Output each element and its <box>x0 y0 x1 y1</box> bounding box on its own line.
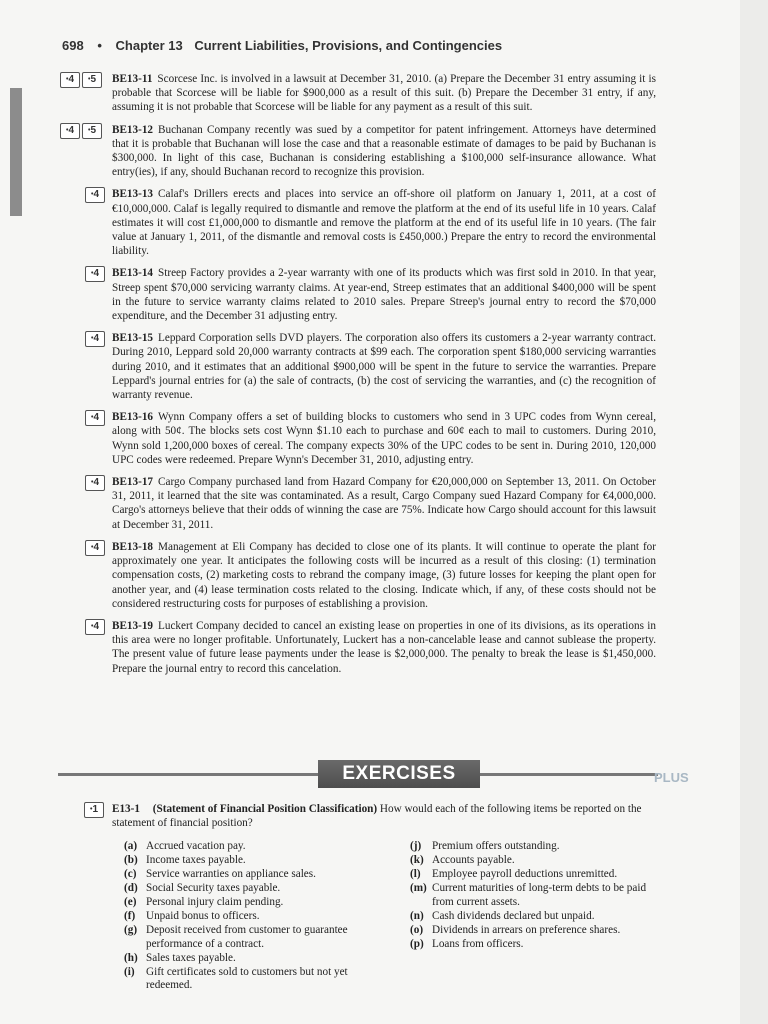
exercise-code: E13-1 <box>112 803 140 815</box>
list-item <box>410 910 658 924</box>
exercise-topic: (Statement of Financial Position Classification) <box>152 803 378 815</box>
objective-badge: •4 <box>85 331 105 347</box>
list-item <box>124 882 396 896</box>
objective-badges <box>85 331 105 347</box>
plus-logo: PLUS <box>654 770 689 785</box>
items-column-left <box>124 840 396 993</box>
exercise-text: Luckert Company decided to cancel an existing lease on properties in one of its divisions, as its operations in this area were no longer profitable. Unfortunately, Luckert has a non-cancelable lease and cannot sublease the property. The present value of future lease payments under the lease is $2,000,000. The penalty to break the lease is $1,450,000. Prepare the journal entry to record this cancelation. <box>112 619 656 675</box>
item-letter: (h) <box>124 951 138 964</box>
brief-exercises-list <box>60 72 656 684</box>
brief-exercise-item <box>60 123 656 180</box>
brief-exercise-item <box>85 331 656 402</box>
exercises-title: EXERCISES <box>318 760 480 788</box>
item-text: Employee payroll deductions unremitted. <box>432 868 618 880</box>
objective-badge: •5 <box>82 123 102 139</box>
item-letter: (p) <box>410 937 424 950</box>
exercise-code: BE13-18 <box>112 540 154 553</box>
item-text: Current maturities of long-term debts to be paid from current assets. <box>432 882 647 908</box>
exercise-text: Wynn Company offers a set of building blocks to customers who send in 3 UPC codes from Wynn cereal, along with 50¢. The blocks sets cost Wynn $1.10 each to purchase and 60¢ each to mail to customers. During 2010, Wynn sold 1,200,000 boxes of cereal. The company expects 30% of the UPC codes to be sent in. During 2010, 120,000 UPC codes were redeemed. Prepare Wynn's December 31, 2010, adjusting entry. <box>112 411 656 466</box>
exercise-code: BE13-16 <box>112 411 154 424</box>
item-text: Sales taxes payable. <box>146 951 236 964</box>
objective-badge: •4 <box>85 619 105 635</box>
item-text: Deposit received from customer to guarantee performance of a contract. <box>146 924 348 950</box>
list-item <box>410 840 658 854</box>
item-letter: (m) <box>410 882 427 894</box>
list-item <box>124 840 396 854</box>
exercises-banner <box>58 760 658 788</box>
list-item <box>410 924 658 938</box>
objective-badges <box>84 802 104 818</box>
item-text: Premium offers outstanding. <box>432 840 560 852</box>
item-text: Income taxes payable. <box>146 854 246 866</box>
exercise-text: Streep Factory provides a 2-year warranty with one of its products which was first sold in 2010. In that year, Streep spent $70,000 servicing warranty claims. At year-end, Streep estimates that an additional $400,000 will be spent in the future to service warranty claims related to 2010 sales. Prepare Streep's journal entry to record the $70,000 expenditure, and the December 31 adjusting entry. <box>112 267 656 323</box>
page-edge-shade <box>740 0 768 1024</box>
objective-badges <box>60 72 102 88</box>
exercise-text: Cargo Company purchased land from Hazard Company for €20,000,000 on September 13, 2011. On October 31, 2011, it learned that the site was contaminated. As a result, Cargo Company sued Hazard Company for €4,000,000. Cargo's attorneys believe that their odds of winning the case are 75%. Indicate how Cargo should account for this lawsuit at December 31, 2011. <box>112 476 656 531</box>
item-letter: (d) <box>124 882 138 894</box>
objective-badges <box>85 475 105 491</box>
objective-badge: •1 <box>84 802 104 818</box>
item-letter: (g) <box>124 924 138 936</box>
list-item <box>124 966 396 993</box>
list-item <box>124 952 396 966</box>
item-text: Personal injury claim pending. <box>146 896 284 908</box>
exercise-text: Buchanan Company recently was sued by a competitor for patent infringement. Attorneys have determined that it is probable that Buchanan will lose the case and that a reasonable estimate of damages to be paid by Buchanan is $300,000. In light of this case, Buchanan is considering establishing a $100,000 self-insurance allowance. What entry(ies), if any, should Buchanan record to recognize this provision. <box>112 123 656 179</box>
objective-badge: •4 <box>85 266 105 282</box>
exercise-code: BE13-13 <box>112 188 154 201</box>
item-letter: (c) <box>124 868 137 880</box>
item-letter: (l) <box>410 868 421 880</box>
objective-badge: •4 <box>85 187 105 203</box>
exercise-text: Management at Eli Company has decided to close one of its plants. It will continue to operate the plant for approximately one year. It anticipates the following costs will be incurred as a result of this closing: (1) termination compensation costs, (2) marketing costs to rebrand the company image, (3) future losses for keeping the plant open for another year, and (4) lease termination costs related to the closing. Indicate which, if any, of these costs should not be considered restructuring costs for purposes of establishing a provision. <box>112 540 656 610</box>
list-item <box>124 854 396 868</box>
chapter-title: Current Liabilities, Provisions, and Contingencies <box>194 38 503 53</box>
item-text: Dividends in arrears on preference shares. <box>432 923 621 936</box>
list-item <box>410 854 658 868</box>
brief-exercise-item <box>85 410 656 467</box>
item-letter: (j) <box>410 840 422 852</box>
list-item <box>124 924 396 951</box>
item-letter: (b) <box>124 854 138 866</box>
item-text: Service warranties on appliance sales. <box>146 868 316 880</box>
objective-badge: •4 <box>60 72 80 88</box>
header-separator: • <box>97 38 102 53</box>
list-item <box>410 868 658 882</box>
exercise-code: BE13-11 <box>112 73 153 85</box>
objective-badge: •4 <box>60 123 80 139</box>
list-item <box>124 896 396 910</box>
brief-exercise-item <box>85 540 656 611</box>
page-header <box>62 38 502 53</box>
item-letter: (a) <box>124 840 138 852</box>
item-letter: (i) <box>124 965 135 978</box>
objective-badges <box>85 187 105 203</box>
objective-badges <box>60 123 102 139</box>
brief-exercise-item <box>85 187 656 258</box>
exercise-text: Leppard Corporation sells DVD players. The corporation also offers its customers a 2-year warranty contract. During 2010, Leppard sold 20,000 warranty contracts at $99 each. The corporation spent $180,000 servicing warranties during 2010, and it estimates that an additional $900,000 will be spent in the future to service the warranties. Prepare Leppard's journal entries for (a) the sale of contracts, (b) the cost of servicing the warranties, and (c) the recognition of warranty revenue. <box>112 332 656 402</box>
objective-badges <box>85 540 105 556</box>
list-item <box>410 882 658 909</box>
objective-badge: •5 <box>82 72 102 88</box>
item-letter: (f) <box>124 910 136 922</box>
item-letter: (o) <box>410 923 424 936</box>
exercise-text: Calaf's Drillers erects and places into service an off-shore oil platform on January 1, 2011, at a cost of €10,000,000. Calaf is legally required to dismantle and remove the platform at the end of its useful life in 10 years. Calaf estimates it will cost £1,000,000 to dismantle and remove the platform at the end of its useful life in 10 years. (The fair value at January 1, 2011, of the dismantle and removal costs is £450,000.) Prepare the entry to record the environmental liability. <box>112 188 656 258</box>
item-text: Accrued vacation pay. <box>146 840 246 852</box>
exercise-code: BE13-19 <box>112 619 154 632</box>
exercise-code: BE13-17 <box>112 476 154 489</box>
item-text: Loans from officers. <box>432 937 524 950</box>
exercise-code: BE13-15 <box>112 332 154 345</box>
list-item <box>124 868 396 882</box>
brief-exercise-item <box>85 475 656 532</box>
margin-bar <box>10 88 22 216</box>
brief-exercise-item <box>85 266 656 323</box>
items-column-right <box>410 840 658 952</box>
item-text: Gift certificates sold to customers but not yet redeemed. <box>146 965 348 991</box>
item-letter: (k) <box>410 854 424 866</box>
item-letter: (n) <box>410 909 424 922</box>
objective-badges <box>85 619 105 635</box>
objective-badge: •4 <box>85 475 105 491</box>
exercise-code: BE13-12 <box>112 123 154 136</box>
item-letter: (e) <box>124 896 137 908</box>
chapter-label: Chapter 13 <box>115 38 183 53</box>
exercise-e13-1 <box>60 802 656 830</box>
page-number: 698 <box>62 38 84 53</box>
objective-badge: •4 <box>85 540 105 556</box>
exercise-code: BE13-14 <box>112 267 154 280</box>
exercise-text: Scorcese Inc. is involved in a lawsuit at December 31, 2010. (a) Prepare the December 31 entry assuming it is probable that Scorcese will be liable for $900,000 as a result of this suit. (b) Prepare the December 31 entry, if any, assuming it is not probable that Scorcese will be liable for any payment as a result of this suit. <box>112 73 656 114</box>
brief-exercise-item <box>60 72 656 115</box>
item-text: Accounts payable. <box>432 854 515 866</box>
list-item <box>410 938 658 952</box>
item-text: Social Security taxes payable. <box>146 882 281 894</box>
item-text: Cash dividends declared but unpaid. <box>432 909 595 922</box>
exercise-question: How would each of the following items be reported on the statement of financial position? <box>112 803 642 830</box>
list-item <box>124 910 396 924</box>
item-text: Unpaid bonus to officers. <box>146 910 260 922</box>
objective-badges <box>85 410 105 426</box>
objective-badge: •4 <box>85 410 105 426</box>
objective-badges <box>85 266 105 282</box>
brief-exercise-item <box>85 619 656 676</box>
